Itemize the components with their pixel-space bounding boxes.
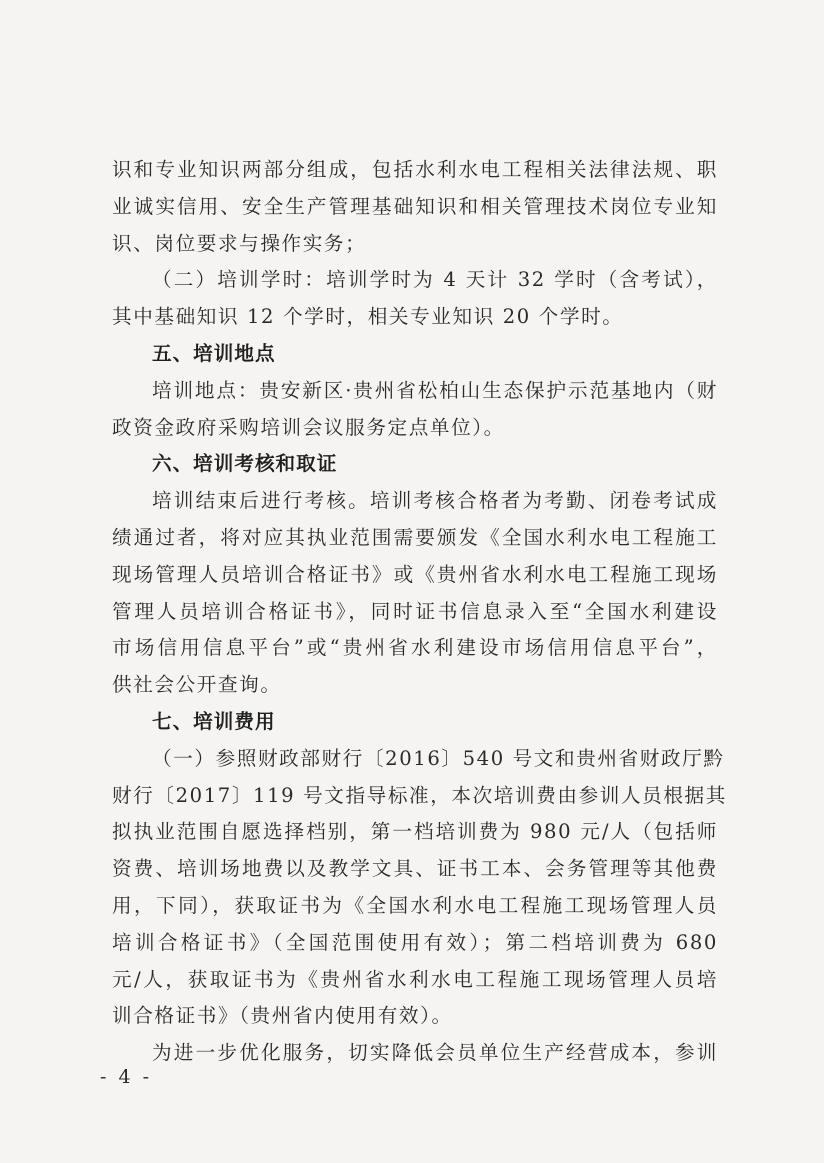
- paragraph-line: 绩通过者，将对应其执业范围需要颁发《全国水利水电工程施工: [112, 525, 718, 549]
- paragraph-line: 现场管理人员培训合格证书》或《贵州省水利水电工程施工现场: [112, 562, 718, 586]
- paragraph-line: （一）参照财政部财行〔2016〕540 号文和贵州省财政厅黔: [152, 746, 725, 770]
- section-heading-training-location: 五、培训地点: [152, 341, 276, 365]
- paragraph-line: 培训地点：贵安新区·贵州省松柏山生态保护示范基地内（财: [152, 378, 718, 402]
- paragraph-line: 政资金政府采购培训会议服务定点单位）。: [112, 415, 505, 439]
- section-heading-assessment-certificate: 六、培训考核和取证: [152, 452, 338, 476]
- paragraph-line: 识和专业知识两部分组成，包括水利水电工程相关法律法规、职: [112, 158, 718, 181]
- paragraph-line: 财行〔2017〕119 号文指导标准，本次培训费由参训人员根据其: [112, 783, 727, 807]
- paragraph-line: （二）培训学时：培训学时为 4 天计 32 学时（含考试），: [152, 268, 718, 292]
- page-number: - 4 -: [100, 1066, 153, 1088]
- section-heading-training-fees: 七、培训费用: [152, 709, 276, 733]
- paragraph-line: 其中基础知识 12 个学时，相关专业知识 20 个学时。: [112, 305, 624, 329]
- document-body: [112, 152, 727, 1072]
- paragraph-line: 资费、培训场地费以及教学文具、证书工本、会务管理等其他费: [112, 857, 718, 881]
- paragraph-line: 拟执业范围自愿选择档别，第一档培训费为 980 元/人（包括师: [112, 820, 718, 844]
- paragraph-line: 训合格证书》（贵州省内使用有效）。: [112, 1004, 453, 1028]
- paragraph-line: 培训合格证书》（全国范围使用有效）；第二档培训费为 680: [112, 930, 718, 954]
- paragraph-line: 用，下同），获取证书为《全国水利水电工程施工现场管理人员: [112, 893, 718, 917]
- paragraph-line: 培训结束后进行考核。培训考核合格者为考勤、闭卷考试成: [152, 489, 718, 513]
- paragraph-line: 供社会公开查询。: [112, 673, 282, 697]
- paragraph-line: 元/人，获取证书为《贵州省水利水电工程施工现场管理人员培: [112, 967, 718, 991]
- paragraph-line: 为进一步优化服务，切实降低会员单位生产经营成本，参训: [152, 1041, 718, 1065]
- paragraph-line: 市场信用信息平台”或“贵州省水利建设市场信用信息平台”，: [112, 636, 718, 660]
- paragraph-line: 业诚实信用、安全生产管理基础知识和相关管理技术岗位专业知: [112, 194, 718, 218]
- paragraph-line: 管理人员培训合格证书》，同时证书信息录入至“全国水利建设: [112, 599, 718, 623]
- paragraph-line: 识、岗位要求与操作实务；: [112, 231, 367, 255]
